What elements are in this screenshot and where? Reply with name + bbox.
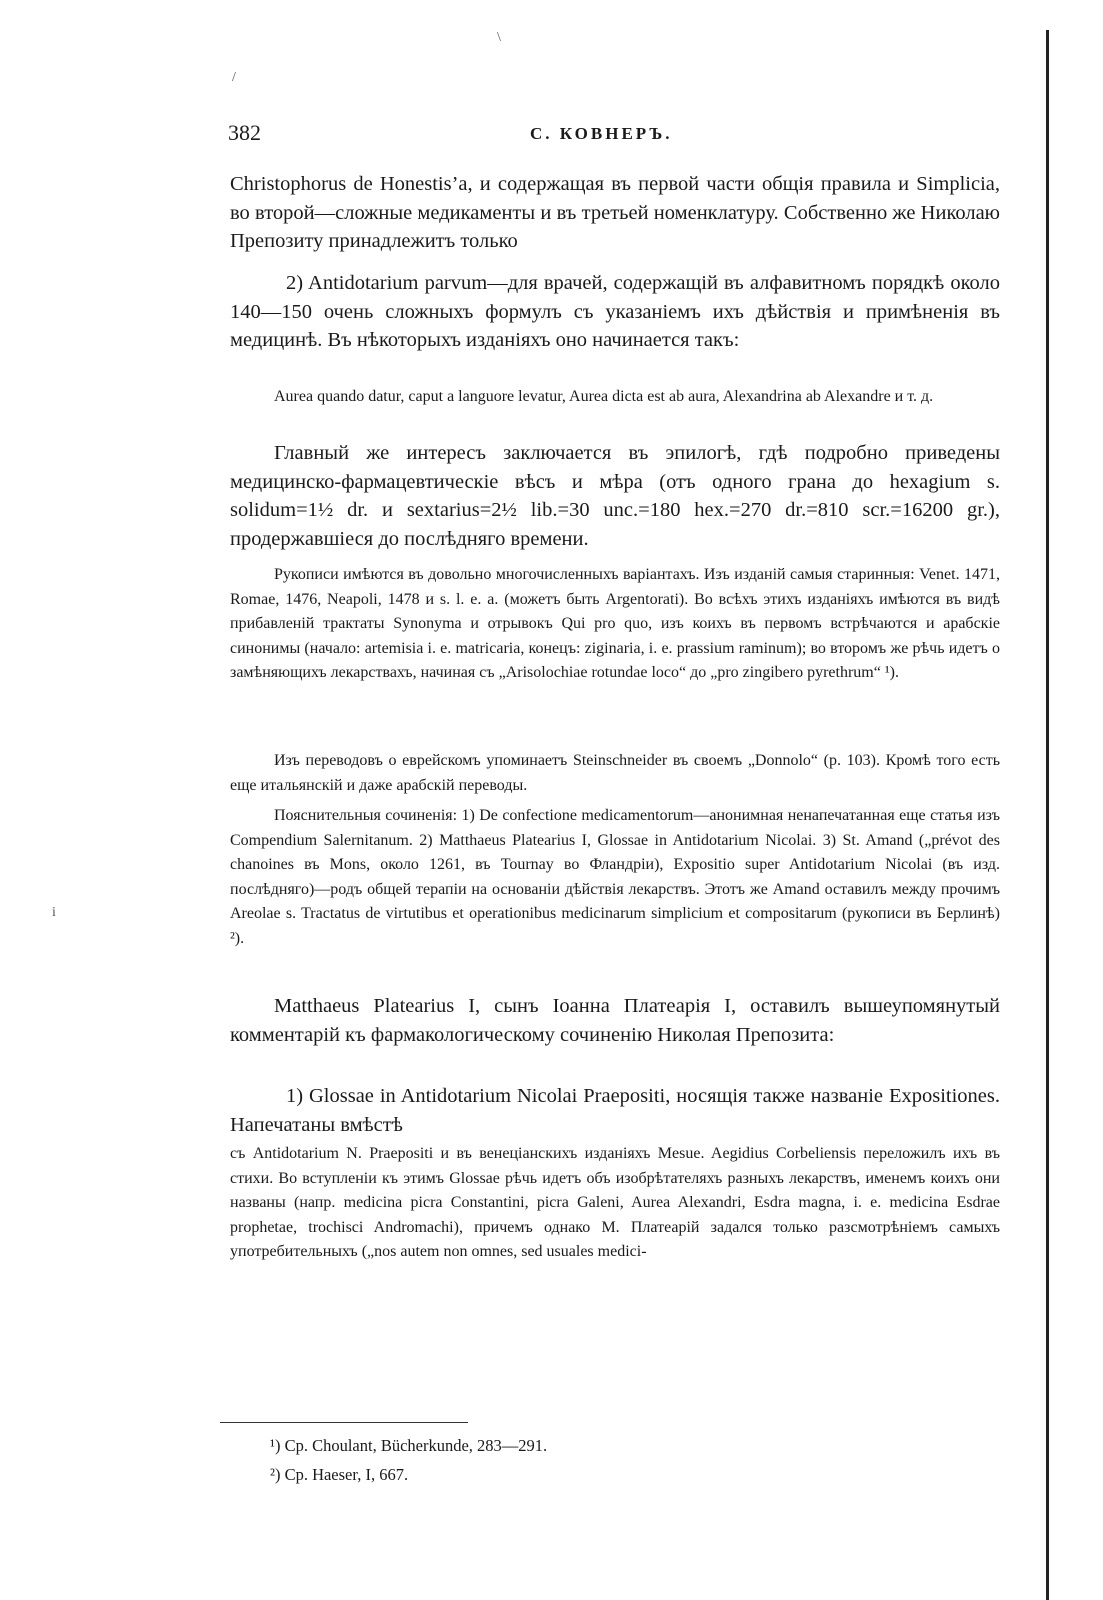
footnote-2: ²) Ср. Haeser, I, 667.	[270, 1465, 409, 1484]
paragraph-platearius: Matthaeus Platearius I, сынъ Іоанна Платеарія I, оставилъ вышеупомянутый комментарій къ фармакологическому сочиненію Николая Препозита:	[230, 995, 1000, 1046]
paragraph-continuation: Christophorus de Honestis’а, и содержащая въ первой части общія правила и Simplicia, во второй—сложные медикаменты и въ третьей номенклатуру. Собственно же Николаю Препозиту принадлежитъ только	[230, 173, 1000, 252]
running-head: С. КОВНЕРЪ.	[530, 124, 673, 143]
print-speck: /	[232, 70, 236, 85]
note-commentaries: Пояснительныя сочиненія: 1) De confectione medicamentorum—анонимная ненапечатанная еще статья изъ Compendium Salernitanum. 2) Matthaeus Platearius I, Glossae in Antidotarium Nicolai. 3) St. Amand („prévot des chanoines въ Mons, около 1261, въ Tournay во Фландріи), Expositio super Antidotarium Nicolai (въ изд. послѣдняго)—родъ общей терапіи на основаніи дѣйствія лекарствъ. Этотъ же Amand оставилъ между прочимъ Areolae s. Tractatus de virtutibus et operationibus medicinarum simplicium et compositarum (рукописи въ Берлинѣ) ²).	[230, 807, 1000, 947]
paragraph-antidotarium-parvum: 2) Antidotarium parvum—для врачей, содержащій въ алфавитномъ порядкѣ около 140—150 очень сложныхъ формулъ съ указаніемъ ихъ дѣйствія и примѣненія въ медицинѣ. Въ нѣкоторыхъ изданіяхъ оно начинается такъ:	[230, 272, 1000, 351]
page-edge-line	[1046, 30, 1049, 1600]
footnote-1: ¹) Ср. Choulant, Bücherkunde, 283—291.	[270, 1436, 548, 1455]
page-number: 382	[228, 120, 261, 145]
note-glossae: съ Antidotarium N. Praepositi и въ венеціанскихъ изданіяхъ Mesue. Aegidius Corbeliensis переложилъ ихъ въ стихи. Во вступленіи къ этимъ Glossae рѣчь идетъ объ изобрѣтателяхъ разныхъ лекарствъ, именемъ коихъ они названы (напр. medicina picra Constantini, picra Galeni, Aurea Alexandri, Esdra magna, i. e. medicina Esdrae prophetae, trochisci Andromachi), причемъ однако М. Платеарій задался только разсмотрѣніемъ самыхъ употребительныхъ („nos autem non omnes, sed usuales medici-	[230, 1145, 1000, 1260]
print-speck: i	[52, 905, 56, 920]
footnote-rule	[220, 1422, 468, 1423]
note-manuscripts: Рукописи имѣются въ довольно многочисленныхъ варіантахъ. Изъ изданій самыя старинныя: Venet. 1471, Romae, 1476, Neapoli, 1478 и s. l. e. a. (можетъ быть Argentorati). Во всѣхъ этихъ изданіяхъ имѣются въ видѣ прибавленій трактаты Synonyma и отрывокъ Qui pro quo, изъ коихъ въ первомъ встрѣчаются и арабскіе синонимы (начало: artemisia i. e. matricaria, конецъ: ziginaria, i. e. prassium raminum); во второмъ же рѣчь идетъ о замѣняющихъ лекарствахъ, начиная съ „Arisolochiae rotundae loco“ до „pro zingibero pyrethrum“ ¹).	[230, 566, 1000, 681]
print-speck: \	[497, 30, 501, 45]
latin-quote: Aurea quando datur, caput a languore levatur, Aurea dicta est ab aura, Alexandrina ab Alexandre и т. д.	[274, 388, 934, 405]
note-translations: Изъ переводовъ о еврейскомъ упоминаетъ Steinschneider въ своемъ „Donnolo“ (p. 103). Кромѣ того есть еще итальянскій и даже арабскій переводы.	[230, 752, 1000, 794]
paragraph-epilogue: Главный же интересъ заключается въ эпилогѣ, гдѣ подробно приведены медицинско-фармацевтическіе вѣсъ и мѣра (отъ одного грана до hexagium s. solidum=1½ dr. и sextarius=2½ lib.=30 unc.=180 hex.=270 dr.=810 scr.=16200 gr.), продержавшіеся до послѣдняго времени.	[230, 442, 1000, 550]
paragraph-glossae: 1) Glossae in Antidotarium Nicolai Praepositi, носящія также названіе Expositiones. Напечатаны вмѣстѣ	[230, 1085, 1000, 1136]
